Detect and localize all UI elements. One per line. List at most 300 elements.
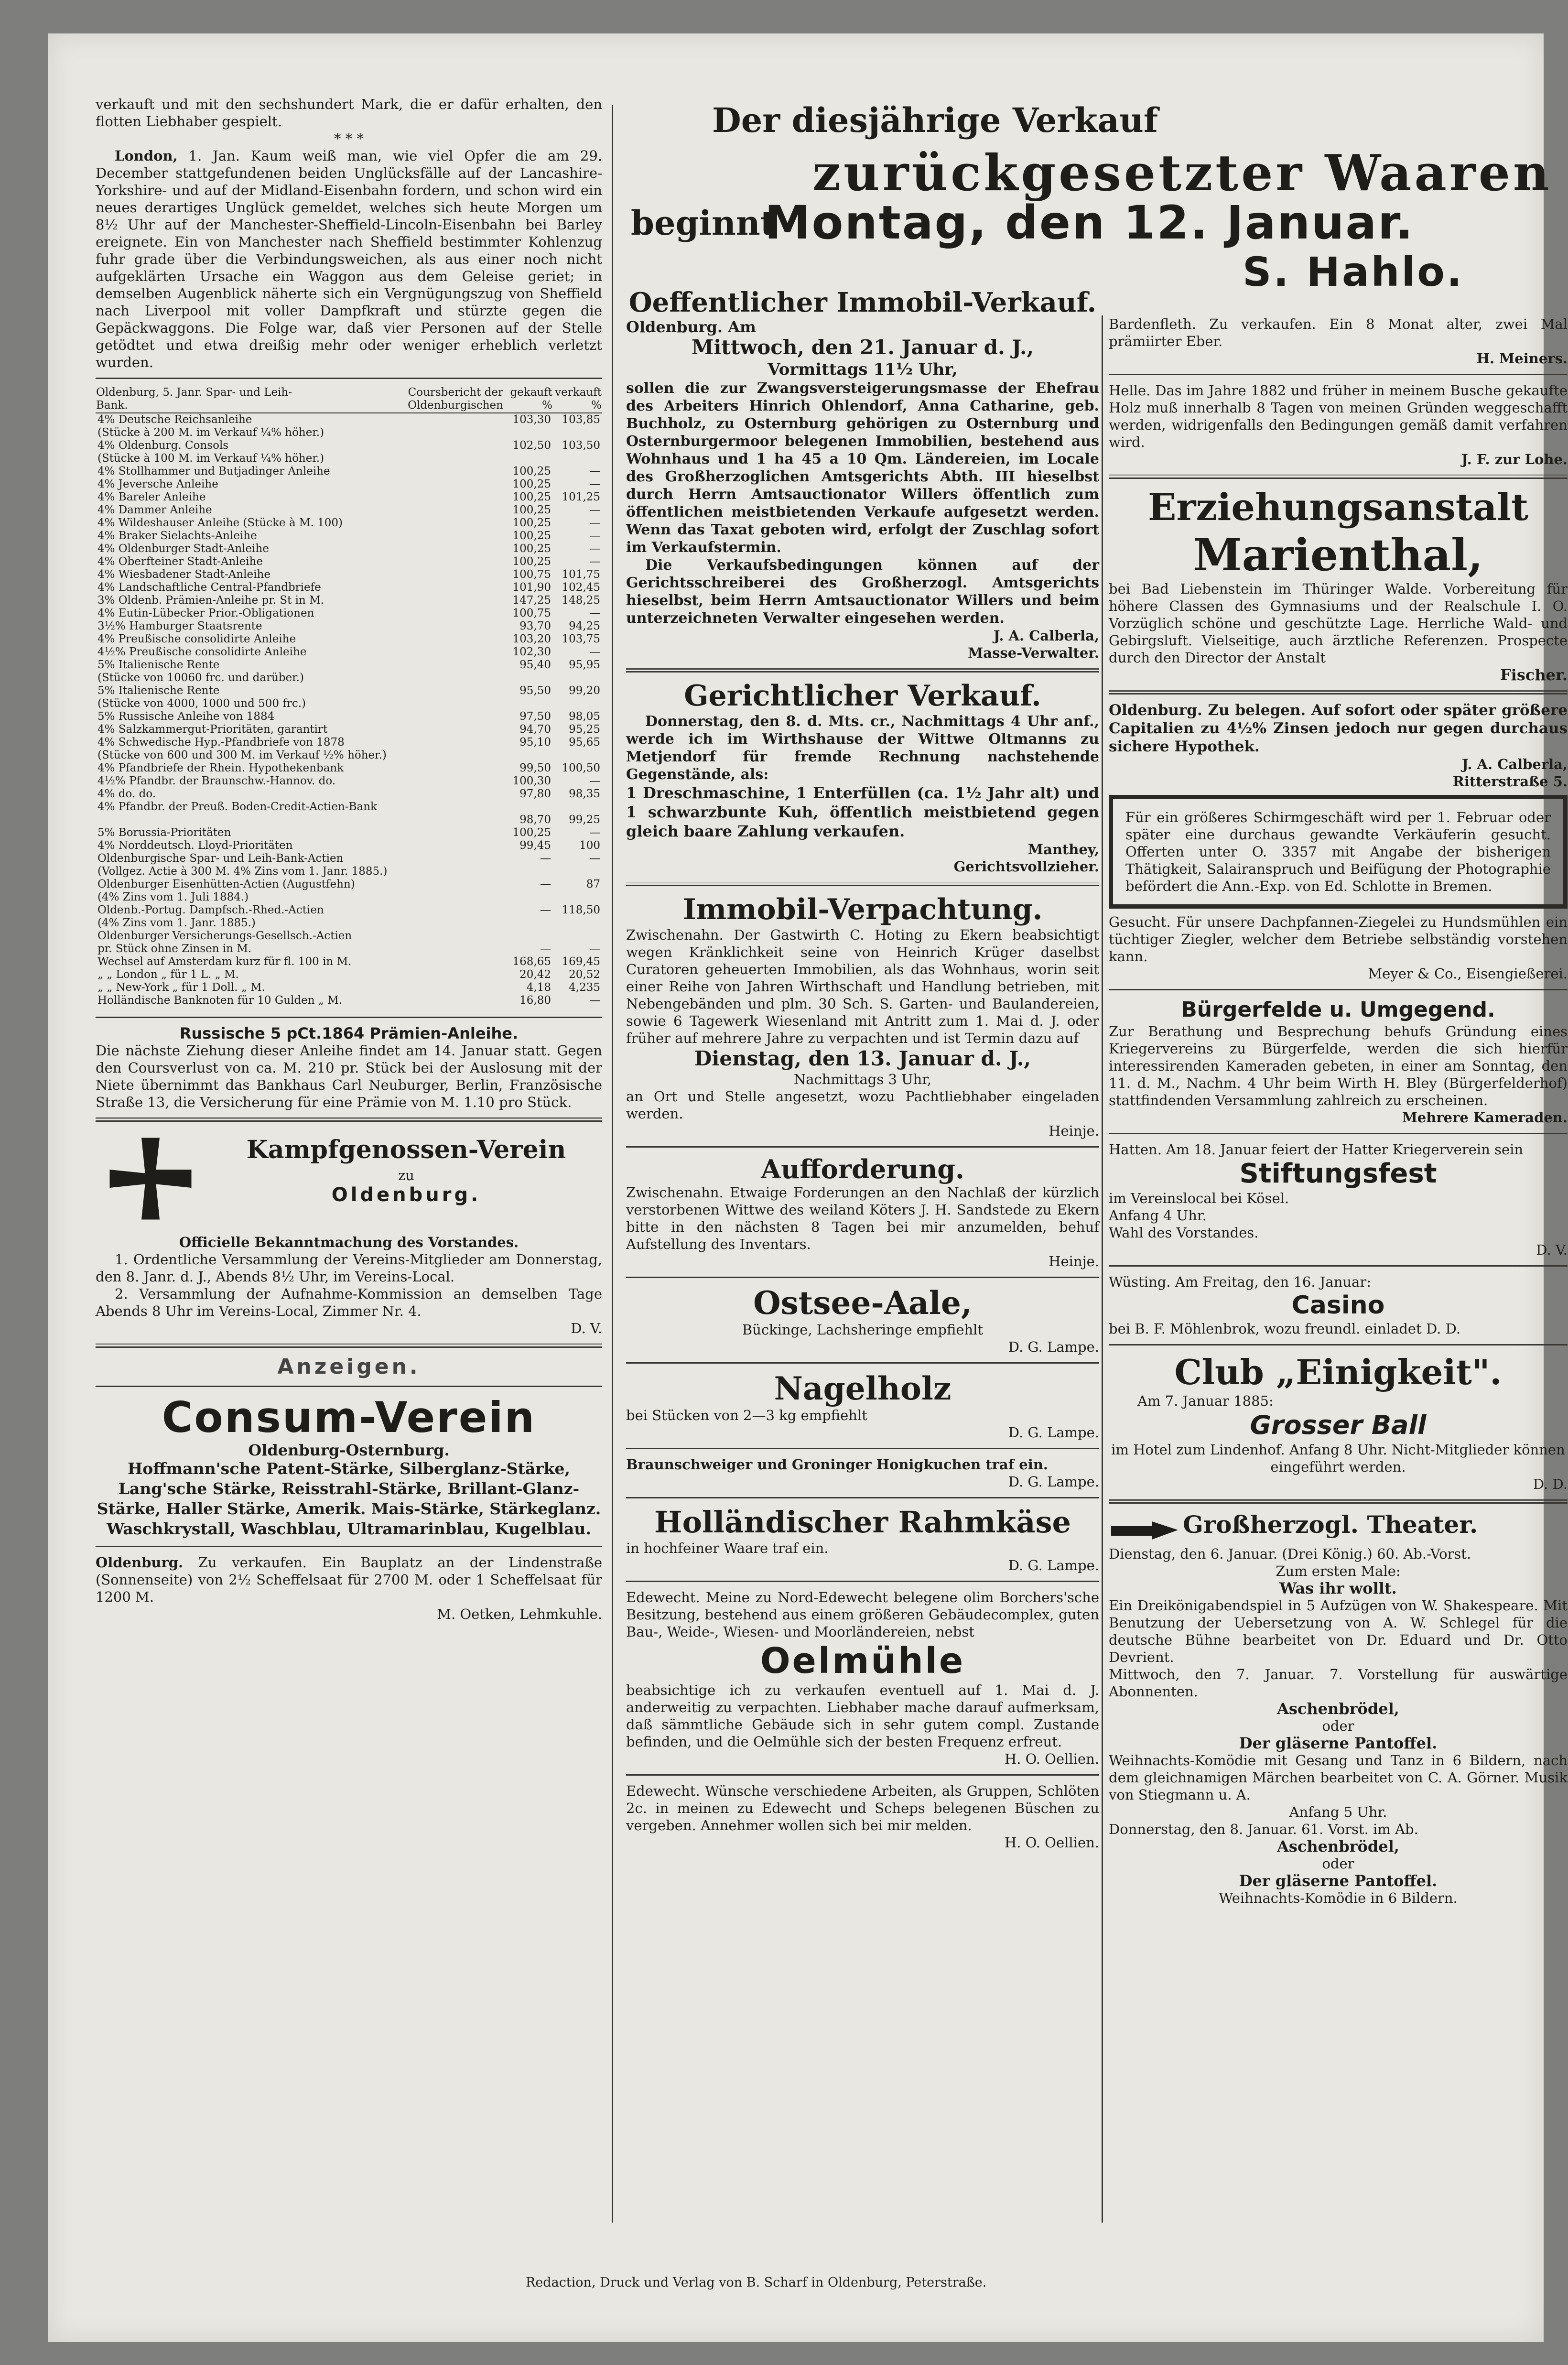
kurs-row-gekauft: 98,70 — [519, 814, 551, 826]
kurs-row-name: (Stücke von 4000, 1000 und 500 frc.) — [97, 697, 306, 710]
russ-title: Russische 5 pCt.1864 Prämien-Anleihe. — [179, 1024, 519, 1042]
theater-line-13: oder — [1322, 1855, 1354, 1872]
kampf-item-2: 2. Versammlung der Aufnahme-Kommission an demselben Tage Abends 8 Uhr im Vereins-Local, Zimmer Nr. 4. — [96, 1286, 602, 1319]
kurs-row-verkauft: 4,235 — [569, 981, 600, 994]
kurs-row-gekauft: 94,70 — [519, 723, 551, 736]
kurs-row-verkauft: — — [589, 478, 600, 490]
honig-sign: D. G. Lampe. — [1008, 1474, 1099, 1490]
kurs-row-verkauft: 95,65 — [569, 736, 600, 749]
kurs-row-name: 4% Schwedische Hyp.-Pfandbriefe von 1878 — [97, 736, 345, 749]
kurs-row — [96, 852, 602, 865]
theater-line-9: Weihnachts-Komödie mit Gesang und Tanz in 6 Bildern, nach dem gleichnamigen Märchen bearbeitet von C. A. Görner. Musik von Stiegmann u. A. — [1109, 1752, 1568, 1803]
kurs-row-name: 4% Landschaftliche Central-Pfandbriefe — [97, 581, 321, 594]
kurs-header-verkauft: verkauft % — [553, 386, 602, 413]
kurs-row — [96, 930, 602, 943]
kurs-row-name: 4% Oldenburg. Consols — [97, 439, 229, 452]
column-rule-2 — [1102, 315, 1103, 2223]
pacht-title: Immobil-Verpachtung. — [682, 893, 1043, 926]
divider — [1109, 1344, 1568, 1345]
kurs-row-name: 4% Bareler Anleihe — [97, 491, 206, 503]
kurs-row-gekauft — [504, 930, 553, 943]
column-2 — [626, 287, 1099, 1851]
kurs-row-gekauft — [504, 801, 553, 814]
kurs-row-verkauft: 100,50 — [562, 762, 600, 774]
auf-text: Zwischenahn. Etwaige Forderungen an den Nachlaß der kürzlich verstorbenen Wittwe des weiland Köters J. H. Sandstede zu Ekern bitte in den nächsten 8 Tagen bei mir anzumelden, behuf Aufstellung des Inventars. — [626, 1184, 1099, 1252]
kurs-row — [96, 684, 602, 697]
intro-text: verkauft und mit den sechshundert Mark, die er dafür erhalten, den flotten Liebhaber gespielt. — [96, 96, 602, 130]
erz-title-1: Erziehungsanstalt — [1147, 486, 1529, 529]
kurs-row-name: Oldenburgische Spar- und Leih-Bank-Actien — [97, 852, 344, 865]
kurs-rows — [96, 413, 602, 1007]
kurs-row-gekauft — [504, 917, 553, 930]
pacht-time: Nachmittags 3 Uhr, — [793, 1071, 932, 1087]
kurs-row-name: 4% Wildeshauser Anleihe (Stücke à M. 100) — [97, 517, 343, 529]
kurs-row-gekauft: — — [540, 943, 551, 955]
kurs-header-title: Coursbericht der Oldenburgischen — [314, 386, 504, 413]
theater-line-5: Mittwoch, den 7. Januar. 7. Vorstellung für auswärtige Abonnenten. — [1109, 1666, 1568, 1700]
kurs-row — [96, 530, 602, 542]
kurs-row-verkauft: 103,75 — [562, 633, 600, 645]
kurs-row — [96, 452, 602, 465]
kurs-row-verkauft — [553, 891, 602, 904]
aale-text: Bückinge, Lachsheringe empfiehlt — [742, 1322, 984, 1338]
kurs-row — [96, 594, 602, 607]
kurs-row-gekauft — [504, 672, 553, 684]
kurs-row-verkauft: — — [589, 943, 600, 955]
banner-line-3b: Montag, den 12. Januar. — [765, 196, 1415, 250]
kurs-row-gekauft: 100,75 — [512, 607, 551, 619]
kurs-row-verkauft: 95,95 — [569, 659, 600, 671]
kurs-row-verkauft: 98,05 — [569, 710, 600, 723]
kurs-row-verkauft: 94,25 — [569, 620, 600, 632]
divider — [1109, 1265, 1568, 1267]
kurs-row — [96, 555, 602, 568]
kurs-row-verkauft: — — [589, 826, 600, 839]
divider — [626, 1448, 1099, 1449]
bue-text: Zur Berathung und Besprechung behufs Gründung eines Kriegervereins zu Bürgerfelde, werden die sich hierfür interessirenden Kameraden gebeten, in einer am Sonntag, den 11. d. M., Nachm. 4 Uhr beim Wirth H. Bley (Bürgerfelderhof) stattfindenden Versammlung zahlreich zu erscheinen. — [1109, 1023, 1568, 1108]
kurs-row-verkauft: — — [589, 852, 600, 865]
wue-text: Wüsting. Am Freitag, den 16. Januar: — [1109, 1274, 1371, 1290]
kurs-row — [96, 788, 602, 801]
kurs-row-name: (Vollgez. Actie à 300 M. 4% Zins vom 1. Janr. 1885.) — [97, 865, 388, 878]
divider — [626, 1277, 1099, 1278]
kurs-row-gekauft: 103,30 — [512, 413, 551, 426]
kurs-row — [96, 723, 602, 736]
ger-sign-2: Gerichtsvollzieher. — [953, 858, 1099, 875]
bel-sign-2: Ritterstraße 5. — [1452, 773, 1568, 790]
kurs-row-gekauft: 168,65 — [512, 955, 551, 968]
pacht-text: Zwischenahn. Der Gastwirth C. Hoting zu Ekern beabsichtigt wegen Kränklichkeit seine von Heinrich Krüger daselbst Curatoren geheuerten Immobilien, als das Wohnhaus, worin seit einer Reihe von Jahren Wirthschaft und Handlung betrieben, mit Nebengebänden und plm. 30 Sch. S. Garten- und Baulandereien, sowie 6 Tagewerk Wiesenland mit Antritt zum 1. Mai d. J. oder früher auf mehrere Jahre zu verpachten und ist Termin dazu auf — [626, 927, 1099, 1046]
kurs-row-name: 3½% Hamburger Staatsrente — [97, 620, 262, 632]
edew-text: Edewecht. Wünsche verschiedene Arbeiten, als Gruppen, Schlöten 2c. in meinen zu Edewecht und Scheps belegenen Büschen zu vergeben. Annehmer wollen sich bei mir melden. — [626, 1783, 1099, 1833]
kurs-row — [96, 542, 602, 555]
kurs-row-verkauft — [553, 672, 602, 684]
kurs-row-verkauft: 103,50 — [562, 439, 600, 452]
kurs-row — [96, 736, 602, 749]
kurs-row-verkauft — [553, 865, 602, 878]
kurs-row — [96, 426, 602, 439]
consum-title: Consum-Verein — [162, 1393, 536, 1442]
column-3 — [1109, 315, 1568, 1907]
kampf-sign: D. V. — [571, 1320, 602, 1336]
kurs-row-gekauft: 100,25 — [512, 491, 551, 503]
theater-line-14: Der gläserne Pantoffel. — [1239, 1871, 1438, 1890]
kurs-row-verkauft — [553, 697, 602, 710]
kurs-row-verkauft: 99,25 — [569, 814, 600, 826]
kurs-row-name: (Stücke von 600 und 300 M. im Verkauf ½% höher.) — [97, 749, 387, 761]
kurs-row-name: 4½% Pfandbr. der Braunschw.-Hannov. do. — [97, 775, 336, 787]
pacht-text-2: an Ort und Stelle angesetzt, wozu Pachtliebhaber eingeladen werden. — [626, 1088, 1099, 1122]
divider — [1109, 1133, 1568, 1134]
kurs-row-gekauft: 95,50 — [519, 684, 551, 697]
bue-sign: Mehrere Kameraden. — [1402, 1109, 1568, 1126]
kurs-row-name: (Stücke von 10060 frc. und darüber.) — [97, 672, 304, 684]
kurs-row — [96, 491, 602, 504]
old-place: Oldenburg. — [96, 1554, 184, 1571]
kurs-row-name: Oldenburger Eisenhütten-Actien (Augustfehn) — [97, 878, 355, 890]
kurs-row-verkauft: — — [589, 530, 600, 542]
old-text: Zu verkaufen. Ein Bauplatz an der Lindenstraße (Sonnenseite) von 2½ Scheffelsaat für 2700 M. oder 1 Scheffelsaat für 1200 M. — [96, 1554, 602, 1605]
ball-sign: D. D. — [1533, 1476, 1568, 1492]
bel-text: Oldenburg. Zu belegen. Auf sofort oder später größere Capitalien zu 4½% Zinsen jedoch nur gegen durchaus sichere Hypothek. — [1109, 702, 1568, 755]
pacht-date: Dienstag, den 13. Januar d. J., — [694, 1047, 1031, 1070]
kurs-row-gekauft — [504, 865, 553, 878]
iron-cross-icon — [105, 1133, 196, 1224]
kampf-city: Oldenburg. — [331, 1184, 481, 1206]
kurs-row-name: 4% Pfandbriefe der Rhein. Hypothekenbank — [97, 762, 344, 774]
kurs-row-gekauft: 20,42 — [519, 968, 551, 981]
kurs-row-verkauft: — — [589, 646, 600, 658]
helle-text: Helle. Das im Jahre 1882 und früher in meinem Busche gekaufte Holz muß innerhalb 8 Tagen von meinen Gründen weggeschafft werden, widrigenfalls den Bedingungen gemäß damit verfahren wird. — [1109, 382, 1568, 450]
kurs-row-gekauft: 103,20 — [512, 633, 551, 645]
kurs-row — [96, 465, 602, 478]
kurs-row — [96, 581, 602, 594]
kurs-row-gekauft: 95,10 — [519, 736, 551, 749]
divider — [626, 1581, 1099, 1582]
kurs-row-gekauft: 95,40 — [519, 659, 551, 671]
kurs-row-gekauft — [504, 891, 553, 904]
consum-sub: Oldenburg-Osternburg. — [248, 1441, 450, 1459]
kurs-row-verkauft: 118,50 — [562, 904, 600, 916]
kurs-row-name: „ „ London „ für 1 L. „ M. — [97, 968, 239, 981]
kurs-row-name: 4% Braker Sielachts-Anleihe — [97, 530, 257, 542]
kurs-row — [96, 646, 602, 659]
kurs-row-name: 4% do. do. — [97, 788, 156, 800]
kurs-row — [96, 568, 602, 581]
imm-title: Oeffentlicher Immobil-Verkauf. — [628, 287, 1097, 318]
imm-date: Mittwoch, den 21. Januar d. J., — [691, 336, 1034, 359]
kurs-row-verkauft: 102,45 — [562, 581, 600, 594]
separator-stars: * * * — [334, 130, 364, 147]
kurs-row — [96, 904, 602, 917]
kurs-row-verkauft: — — [589, 504, 600, 516]
nagel-sign: D. G. Lampe. — [1008, 1424, 1099, 1441]
kurs-row-name: 4% Preußische consolidirte Anleihe — [97, 633, 296, 645]
ger-items: 1 Dreschmaschine, 1 Enterfüllen (ca. 1½ Jahr alt) und 1 schwarzbunte Kuh, öffentlich meistbietend gegen gleich baare Zahlung verkaufen. — [626, 784, 1099, 840]
ziegler-text: Gesucht. Für unsere Dachpfannen-Ziegelei zu Hundsmühlen ein tüchtiger Ziegler, welcher dem Betriebe selbständig vorstehen kann. — [1109, 914, 1568, 965]
kurs-row — [96, 749, 602, 762]
oel-title: Oelmühle — [760, 1640, 965, 1682]
divider — [626, 1146, 1099, 1148]
kurs-row-name: 5% Italienische Rente — [97, 659, 220, 671]
kurs-row — [96, 504, 602, 517]
kurs-row-gekauft: 100,25 — [512, 517, 551, 529]
anzeigen-heading: Anzeigen. — [277, 1355, 421, 1379]
kurs-row-gekauft: 100,25 — [512, 478, 551, 490]
kurs-row-name: Oldenburger Versicherungs-Gesellsch.-Actien — [97, 930, 352, 942]
london-place: London, — [115, 148, 178, 164]
imm-place: Oldenburg. Am — [626, 318, 756, 336]
newspaper-page — [48, 33, 1568, 2342]
kurs-row-verkauft: — — [589, 994, 600, 1007]
kurs-row — [96, 633, 602, 646]
kurs-row — [96, 762, 602, 775]
kurs-row-verkauft: 99,20 — [569, 684, 600, 697]
bard-sign: H. Meiners. — [1476, 350, 1568, 367]
kampf-block — [96, 1128, 602, 1234]
imprint-footer: Redaction, Druck und Verlag von B. Scharf in Oldenburg, Peterstraße. — [526, 2275, 987, 2290]
kurs-row — [96, 697, 602, 710]
kurs-row-gekauft — [504, 426, 553, 439]
kurs-row-verkauft: — — [589, 555, 600, 568]
divider-double — [96, 1117, 602, 1122]
divider-double — [626, 882, 1099, 886]
aale-title: Ostsee-Aale, — [753, 1284, 972, 1322]
kurs-row — [96, 917, 602, 930]
kurs-row — [96, 672, 602, 684]
kaese-title: Holländischer Rahmkäse — [654, 1505, 1071, 1540]
kurs-row-verkauft — [553, 917, 602, 930]
kurs-row-verkauft — [553, 801, 602, 814]
schirm-text: Für ein größeres Schirmgeschäft wird per 1. Februar oder später eine durchaus gewandte Verkäuferin gesucht. Offerten unter O. 3357 mit Angabe der bisherigen Thätigkeit, Salairanspruch und Beifügung der Photographie befördert die Ann.-Exp. von Ed. Schlotte in Bremen. — [1125, 809, 1551, 894]
banner-line-3a: beginnt — [631, 203, 776, 243]
stift-sign: D. V. — [1536, 1242, 1568, 1258]
kurs-row — [96, 878, 602, 891]
kurs-row — [96, 839, 602, 852]
kurs-row-gekauft: 102,30 — [512, 646, 551, 658]
kurs-row — [96, 659, 602, 672]
imm-text: sollen die zur Zwangsversteigerungsmasse der Ehefrau des Arbeiters Hinrich Ohlendorf, Anna Catharine, geb. Buchholz, zu Osternburg gehörigen zu Osternburg und Osternburgermoor belegenen Immobilien, bestehend aus Wohnhaus und 1 ha 45 a 10 Qm. Ländereien, im Locale des Großherzoglichen Amtsgerichts Abth. III hieselbst durch Herrn Amtsauctionator Willers öffentlich zum öffentlichen meistbietenden Verkaufe aufgesetzt werden. Wenn das Taxat geboten wird, erfolgt der Zuschlag sofort im Verkaufstermin. — [626, 380, 1099, 556]
nagel-text: bei Stücken von 2—3 kg empfiehlt — [626, 1407, 867, 1423]
schirm-boxed-ad — [1109, 795, 1568, 909]
kurs-row-gekauft: 4,18 — [526, 981, 551, 994]
kurs-row — [96, 968, 602, 981]
kurs-row — [96, 981, 602, 994]
divider — [96, 378, 602, 379]
casino-title: Casino — [1291, 1291, 1385, 1320]
kurs-row-verkauft: 87 — [586, 878, 600, 890]
stift-text-3: Wahl des Vorstandes. — [1109, 1225, 1259, 1241]
old-sign: M. Oetken, Lehmkuhle. — [437, 1606, 602, 1622]
divider — [96, 1386, 602, 1387]
bue-title: Bürgerfelde u. Umgegend. — [1181, 998, 1495, 1022]
divider — [96, 1546, 602, 1547]
divider — [626, 1774, 1099, 1776]
kurs-row-verkauft — [553, 749, 602, 762]
kurs-row — [96, 955, 602, 968]
kurs-row-name: 4% Norddeutsch. Lloyd-Prioritäten — [97, 839, 293, 852]
kurs-row — [96, 413, 602, 426]
stift-text-2: Anfang 4 Uhr. — [1109, 1207, 1207, 1224]
ger-sign-1: Manthey, — [1027, 841, 1099, 857]
kurs-row-gekauft: 102,50 — [512, 439, 551, 452]
kurs-row-verkauft: 103,85 — [562, 413, 600, 426]
kurs-row-verkauft: 169,45 — [562, 955, 600, 968]
kurs-row — [96, 814, 602, 826]
kurs-row-verkauft: — — [589, 465, 600, 477]
kurs-row-gekauft: 97,80 — [519, 788, 551, 800]
bard-text: Bardenfleth. Zu verkaufen. Ein 8 Monat alter, zwei Mal prämiirter Eber. — [1109, 316, 1568, 349]
theater-line-2: Zum ersten Male: — [1276, 1562, 1401, 1579]
kurs-row-verkauft — [553, 452, 602, 465]
kurs-row-gekauft: 100,25 — [512, 465, 551, 477]
kurs-row — [96, 439, 602, 452]
kurs-row-name: (Stücke à 100 M. im Verkauf ¼% höher.) — [97, 452, 324, 465]
kurs-row-verkauft: 101,25 — [562, 491, 600, 503]
pointing-hand-icon — [1109, 1517, 1180, 1545]
club-title: Club „Einigkeit". — [1174, 1352, 1502, 1392]
erz-title-2: Marienthal, — [1193, 529, 1483, 581]
kurs-row-name: „ „ New-York „ für 1 Doll. „ M. — [97, 981, 265, 994]
banner-line-1: Der diesjährige Verkauf — [712, 100, 1158, 140]
kurs-row-name: 5% Italienische Rente — [97, 684, 220, 697]
kurs-row-verkauft: — — [589, 542, 600, 555]
kurs-row-gekauft: 100,25 — [512, 504, 551, 516]
kurs-row-gekauft: 147,25 — [512, 594, 551, 607]
kurs-row-gekauft: 100,25 — [512, 542, 551, 555]
kurs-row — [96, 478, 602, 491]
edew-sign: H. O. Oellien. — [1004, 1834, 1099, 1851]
divider — [1109, 374, 1568, 375]
kurs-row — [96, 943, 602, 955]
kurs-row — [96, 710, 602, 723]
ball-text: im Hotel zum Lindenhof. Anfang 8 Uhr. Nicht-Mitglieder können eingeführt werden. — [1111, 1442, 1565, 1475]
kurs-row-gekauft: 100,75 — [512, 568, 551, 581]
erz-text: bei Bad Liebenstein im Thüringer Walde. Vorbereitung für höhere Classen des Gymnasiums und der Realschule I. O. Vorzüglich schöne und geschützte Lage. Herrliche Wald- und Gebirgsluft. Vielseitige, auch ärztliche Referenzen. Prospecte durch den Director der Anstalt — [1109, 581, 1568, 666]
auf-sign: Heinje. — [1049, 1253, 1099, 1269]
oldenburg-ad — [96, 1554, 602, 1606]
column-rule-1 — [612, 105, 613, 2223]
club-date: Am 7. Januar 1885: — [1137, 1393, 1274, 1409]
kurs-row-name: Wechsel auf Amsterdam kurz für fl. 100 in M. — [97, 955, 352, 968]
kurs-row — [96, 517, 602, 530]
theater-line-8: Der gläserne Pantoffel. — [1239, 1734, 1438, 1752]
kurs-row — [96, 865, 602, 878]
kurs-header-gekauft: gekauft % — [504, 386, 553, 413]
kurs-row-name: 4% Jeversche Anleihe — [97, 478, 218, 490]
theater-line-11: Donnerstag, den 8. Januar. 61. Vorst. im Ab. — [1109, 1821, 1418, 1837]
imm-time: Vormittags 11½ Uhr, — [768, 360, 958, 379]
kurs-row — [96, 775, 602, 788]
ziegler-sign: Meyer & Co., Eisengießerei. — [1368, 966, 1568, 982]
aale-sign: D. G. Lampe. — [1008, 1339, 1099, 1355]
theater-line-12: Aschenbrödel, — [1277, 1837, 1399, 1855]
consum-text: Hoffmann'sche Patent-Stärke, Silberglanz-Stärke, Lang'sche Stärke, Reisstrahl-Stärke, Brillant-Glanz-Stärke, Haller Stärke, Amerik. Mais-Stärke, Stärkeglanz. Waschkrystall, Waschblau, Ultramarinblau, Kugelblau. — [97, 1459, 601, 1538]
divider-double — [1109, 690, 1568, 694]
kurs-row-name: 4% Stollhammer und Butjadinger Anleihe — [97, 465, 330, 477]
kurs-row — [96, 994, 602, 1007]
kurs-row-name: (4% Zins vom 1. Janr. 1885.) — [97, 917, 256, 929]
kurs-row-name: 4% Salzkammergut-Prioritäten, garantirt — [97, 723, 328, 736]
helle-sign: J. F. zur Lohe. — [1461, 451, 1568, 467]
bel-sign-1: J. A. Calberla, — [1461, 756, 1568, 772]
kurs-row-name — [96, 814, 504, 826]
oel-sign: H. O. Oellien. — [1004, 1751, 1099, 1767]
kurs-row-gekauft: — — [540, 852, 551, 865]
course-report-table — [96, 386, 602, 1007]
kurs-row-gekauft — [504, 697, 553, 710]
kurs-row-gekauft: 99,45 — [519, 839, 551, 852]
kaese-text: in hochfeiner Waare traf ein. — [626, 1540, 829, 1556]
kurs-row — [96, 620, 602, 633]
kurs-row-gekauft: 100,25 — [512, 555, 551, 568]
stift-text-1: im Vereinslocal bei Kösel. — [1109, 1190, 1289, 1206]
ball-title: Grosser Ball — [1250, 1410, 1427, 1440]
divider-double — [96, 1344, 602, 1348]
ger-text: Donnerstag, den 8. d. Mts. cr., Nachmittags 4 Uhr anf., werde ich im Wirthshause der Wittwe Oltmanns zu Metjendorf für fremde Rechnung nachstehende Gegenstände, als: — [626, 713, 1099, 783]
banner-line-2: zurückgesetzter Waaren — [812, 143, 1552, 202]
honig-text: Braunschweiger und Groninger Honigkuchen traf ein. — [626, 1456, 1048, 1473]
kurs-row-gekauft — [504, 749, 553, 762]
divider-double — [96, 1014, 602, 1018]
kurs-row-name: 4% Dammer Anleihe — [97, 504, 212, 516]
kurs-row-name: 4% Oldenburger Stadt-Anleihe — [97, 542, 269, 555]
divider-double — [626, 668, 1099, 673]
theater-line-7: oder — [1322, 1717, 1354, 1734]
theater-header — [1109, 1510, 1568, 1545]
london-text: 1. Jan. Kaum weiß man, wie viel Opfer die am 29. December stattgefundenen beiden Unglücksfälle auf der Lancashire-Yorkshire- und auf der Midland-Eisenbahn fordern, und schon wird ein neues derartiges Unglück gemeldet, welches sich heute Morgen um 8½ Uhr auf der Manchester-Sheffield-Lincoln-Eisenbahn bei Barley ereignete. Ein von Manchester nach Sheffield bestimmter Kohlenzug fuhr grade über die Verbindungsweichen, als aus einer noch nicht aufgeklärten Ursache ein Waggon aus dem Geleise geriet; in demselben Augenblick näherte sich ein Vergnügungszug von Sheffield nach Liverpool mit voller Dampfkraft und stürzte gegen die Gepäckwaggons. Die Folge war, daß vier Personen auf der Stelle getödtet und etwa dreißig mehr oder weniger erheblich verletzt wurden. — [96, 148, 602, 370]
kurs-row-gekauft: 16,80 — [519, 994, 551, 1007]
kurs-row-gekauft: 101,90 — [512, 581, 551, 594]
kaese-sign: D. G. Lampe. — [1008, 1557, 1099, 1573]
kurs-row-name: 5% Borussia-Prioritäten — [97, 826, 231, 839]
kurs-row — [96, 891, 602, 904]
kurs-row-verkauft: 148,25 — [562, 594, 600, 607]
theater-line-1: Dienstag, den 6. Januar. (Drei König.) 60. Ab.-Vorst. — [1109, 1545, 1471, 1562]
stift-title: Stiftungsfest — [1239, 1158, 1437, 1189]
hahlo-banner-ad — [626, 100, 1563, 295]
kurs-row-name: pr. Stück ohne Zinsen in M. — [97, 943, 252, 955]
kurs-row-name: (4% Zins vom 1. Juli 1884.) — [97, 891, 249, 903]
casino-text: bei B. F. Möhlenbrok, wozu freundl. einladet D. D. — [1109, 1321, 1461, 1337]
theater-title: Großherzogl. Theater. — [1183, 1510, 1478, 1539]
kurs-row-name: 5% Russische Anleihe von 1884 — [97, 710, 275, 723]
kampf-title: Kampfgenossen-Verein — [246, 1135, 566, 1164]
theater-line-15: Weihnachts-Komödie in 6 Bildern. — [1219, 1889, 1458, 1906]
kurs-row-verkauft: 100 — [579, 839, 600, 852]
kurs-row-verkauft: 20,52 — [569, 968, 600, 981]
kurs-row-name: 4% Oberfteiner Stadt-Anleihe — [97, 555, 263, 568]
theater-line-10: Anfang 5 Uhr. — [1289, 1803, 1387, 1820]
theater-line-3: Was ihr wollt. — [1279, 1579, 1397, 1597]
kurs-row-gekauft: — — [540, 904, 551, 916]
kurs-row-name: (Stücke à 200 M. im Verkauf ¼% höher.) — [97, 426, 324, 439]
kurs-row-verkauft: 95,25 — [569, 723, 600, 736]
kurs-row — [96, 801, 602, 814]
kurs-row-gekauft: 100,25 — [512, 530, 551, 542]
kurs-row-name: 4% Wiesbadener Stadt-Anleihe — [97, 568, 270, 581]
kurs-row-verkauft: 101,75 — [562, 568, 600, 581]
kurs-row — [96, 607, 602, 620]
kurs-row-gekauft: 97,50 — [519, 710, 551, 723]
kurs-row — [96, 826, 602, 839]
kurs-header-bank: Oldenburg, 5. Janr. Spar- und Leih-Bank. — [96, 386, 314, 413]
hatten-text: Hatten. Am 18. Januar feiert der Hatter Kriegerverein sein — [1109, 1141, 1524, 1158]
kurs-row-gekauft: 100,30 — [512, 775, 551, 787]
divider-double — [1109, 1499, 1568, 1504]
column-1 — [96, 96, 602, 1623]
imm-sign-1: J. A. Calberla, — [993, 628, 1099, 644]
